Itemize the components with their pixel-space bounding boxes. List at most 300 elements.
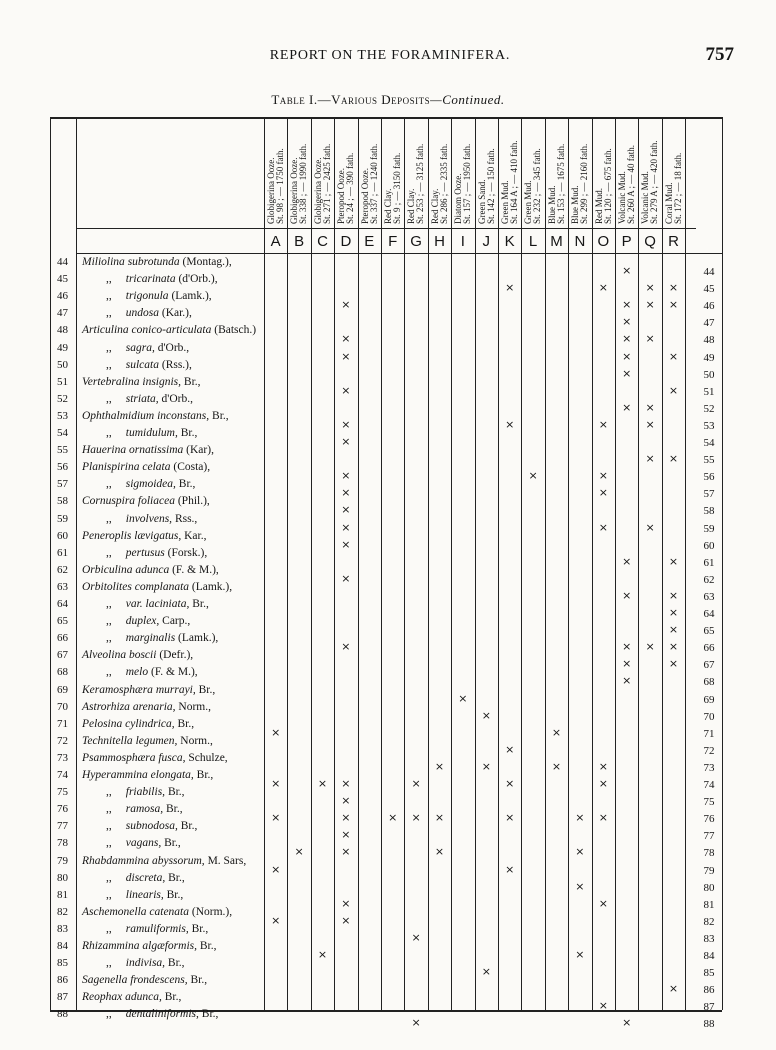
occurrence-mark: × bbox=[434, 845, 445, 859]
species-author: Br., bbox=[165, 871, 185, 884]
species-author: (Lamk.), bbox=[189, 580, 233, 593]
species-name: abyssorum, bbox=[151, 854, 205, 867]
column-rule bbox=[334, 117, 335, 1010]
species-name: inconstans, bbox=[157, 409, 210, 422]
row-number-right: 72 bbox=[703, 744, 715, 757]
row-number: 76 bbox=[57, 803, 68, 816]
table-row bbox=[106, 598, 209, 610]
species-author: (F. & M.), bbox=[169, 563, 219, 576]
occurrence-mark: × bbox=[271, 725, 281, 739]
table-row bbox=[106, 889, 183, 901]
running-title: REPORT ON THE FORAMINIFERA. bbox=[269, 48, 511, 63]
table-row bbox=[106, 1008, 218, 1020]
column-station: St. 253 ; — 3125 fath. bbox=[415, 143, 426, 224]
occurrence-mark: × bbox=[668, 657, 679, 671]
occurrence-mark: × bbox=[645, 298, 655, 312]
species-author: Norm., bbox=[177, 734, 213, 747]
occurrence-mark: × bbox=[622, 349, 632, 363]
row-number-right: 79 bbox=[703, 864, 715, 877]
species-name: boscii bbox=[128, 649, 157, 662]
row-number: 62 bbox=[57, 563, 68, 576]
column-letter: J bbox=[482, 233, 491, 250]
column-letter: C bbox=[317, 233, 328, 250]
occurrence-mark: × bbox=[341, 503, 351, 517]
page-number: 757 bbox=[705, 44, 734, 65]
occurrence-mark: × bbox=[598, 811, 608, 825]
table-row bbox=[82, 701, 211, 713]
column-heading: Globigerina Ooze. bbox=[289, 157, 300, 224]
table-row bbox=[106, 393, 193, 405]
table-top-rule bbox=[50, 117, 722, 119]
species-name: sigmoidea, bbox=[125, 478, 176, 491]
species-name: complanata bbox=[134, 580, 190, 593]
occurrence-mark: × bbox=[528, 469, 538, 483]
ditto-mark: ,, bbox=[106, 957, 112, 970]
species-author: Schulze, bbox=[185, 751, 228, 764]
genus-name: Articulina bbox=[82, 324, 132, 337]
species-name: indivisa, bbox=[125, 957, 166, 970]
column-rule bbox=[451, 117, 452, 1010]
species-name: conico-articulata bbox=[131, 324, 212, 337]
column-rule bbox=[592, 117, 593, 1010]
column-letter: D bbox=[340, 233, 352, 250]
occurrence-mark: × bbox=[668, 281, 679, 295]
occurrence-mark: × bbox=[598, 486, 608, 500]
occurrence-mark: × bbox=[317, 777, 328, 790]
occurrence-mark: × bbox=[341, 640, 351, 654]
occurrence-mark: × bbox=[622, 1016, 632, 1030]
species-name: discreta, bbox=[125, 871, 166, 884]
row-number-right: 49 bbox=[703, 351, 715, 364]
species-author: Br., bbox=[193, 769, 214, 781]
species-name: var. laciniata, bbox=[125, 598, 190, 610]
species-name: sulcata bbox=[125, 358, 159, 371]
column-rule bbox=[638, 117, 639, 1010]
occurrence-mark: × bbox=[575, 879, 585, 893]
occurrence-mark: × bbox=[341, 383, 351, 397]
occurrence-mark: × bbox=[598, 281, 608, 295]
occurrence-mark: × bbox=[341, 913, 351, 927]
right-edge-rule bbox=[722, 117, 723, 1010]
row-number-right: 57 bbox=[703, 488, 715, 501]
table-row bbox=[106, 513, 197, 525]
genus-name: Sagenella bbox=[82, 974, 131, 987]
occurrence-mark: × bbox=[388, 811, 398, 825]
table-row bbox=[106, 837, 181, 849]
row-number-right: 52 bbox=[703, 402, 715, 415]
occurrence-mark: × bbox=[481, 708, 491, 722]
occurrence-mark: × bbox=[341, 537, 351, 551]
species-name: insignis, bbox=[142, 375, 182, 388]
species-name: lævigatus, bbox=[134, 529, 182, 542]
row-number-right: 55 bbox=[703, 454, 715, 467]
species-author: Kar., bbox=[181, 529, 207, 542]
row-number-right: 67 bbox=[703, 659, 715, 672]
species-name: ornatissima bbox=[128, 444, 184, 457]
occurrence-mark: × bbox=[645, 281, 655, 295]
table-row bbox=[106, 547, 207, 559]
column-rule bbox=[264, 117, 265, 1010]
table-row bbox=[82, 684, 215, 696]
row-number-right: 69 bbox=[703, 693, 715, 706]
occurrence-mark: × bbox=[341, 486, 351, 500]
occurrence-mark: × bbox=[341, 469, 351, 483]
column-station: St. 286 ; — 2335 fath. bbox=[438, 143, 449, 224]
row-number: 48 bbox=[57, 324, 68, 337]
column-heading: Globigerina Ooze. bbox=[312, 157, 323, 224]
table-row bbox=[82, 376, 201, 388]
column-rule bbox=[311, 117, 312, 1010]
column-heading: Blue Mud. bbox=[546, 185, 557, 224]
occurrence-mark: × bbox=[341, 417, 351, 431]
species-name: catenata bbox=[149, 905, 189, 918]
occurrence-mark: × bbox=[668, 554, 679, 568]
table-row bbox=[82, 718, 194, 730]
row-number: 81 bbox=[57, 888, 68, 901]
row-number: 46 bbox=[57, 290, 68, 303]
row-number-right: 77 bbox=[703, 830, 715, 843]
species-author: (Norm.), bbox=[189, 905, 233, 918]
row-number: 82 bbox=[57, 905, 68, 918]
table-row bbox=[106, 615, 190, 627]
table-row bbox=[82, 564, 219, 576]
ditto-mark: ,, bbox=[106, 922, 112, 935]
species-name: murrayi, bbox=[155, 683, 196, 696]
genus-name: Technitella bbox=[82, 734, 136, 747]
occurrence-mark: × bbox=[341, 349, 351, 363]
row-number: 70 bbox=[57, 700, 68, 713]
species-name: ramosa, bbox=[125, 803, 164, 816]
table-row bbox=[82, 735, 213, 747]
column-letter: B bbox=[294, 233, 305, 250]
species-author: (Kar), bbox=[183, 444, 214, 457]
ditto-mark: ,, bbox=[106, 666, 112, 679]
occurrence-mark: × bbox=[505, 742, 515, 756]
row-number-right: 75 bbox=[703, 796, 715, 809]
ditto-mark: ,, bbox=[106, 273, 112, 286]
species-author: (Montag.), bbox=[179, 256, 232, 268]
species-author: Br., bbox=[181, 375, 201, 388]
row-number: 78 bbox=[57, 837, 68, 850]
row-number: 59 bbox=[57, 512, 68, 525]
species-name: undosa bbox=[125, 307, 159, 320]
occurrence-mark: × bbox=[271, 777, 281, 790]
header-divider-rule bbox=[76, 228, 696, 229]
row-number: 79 bbox=[57, 854, 68, 867]
row-number-right: 74 bbox=[703, 779, 715, 791]
caption-deposits: Various Deposits bbox=[331, 92, 431, 107]
table-row bbox=[82, 991, 181, 1003]
occurrence-mark: × bbox=[317, 948, 328, 961]
column-station: St. 157 ; — 1950 fath. bbox=[462, 143, 473, 224]
occurrence-mark: × bbox=[551, 759, 562, 773]
occurrence-mark: × bbox=[645, 332, 655, 346]
column-station: St. 232 ; — 345 fath. bbox=[532, 148, 543, 224]
genus-name: Hauerina bbox=[82, 444, 129, 457]
occurrence-mark: × bbox=[645, 640, 655, 654]
column-station: St. 337 ; — 1240 fath. bbox=[368, 143, 379, 224]
column-station: St. 271 ; — 2425 fath. bbox=[321, 143, 332, 224]
occurrence-mark: × bbox=[341, 571, 351, 585]
column-heading: Coral Mud. bbox=[663, 182, 674, 224]
column-station: St. 120 ; — 675 fath. bbox=[602, 148, 613, 224]
occurrence-mark: × bbox=[622, 674, 632, 688]
occurrence-mark: × bbox=[622, 640, 632, 654]
ditto-mark: ,, bbox=[106, 1008, 112, 1021]
genus-name: Keramosphæra bbox=[82, 683, 156, 696]
table-row bbox=[82, 974, 207, 986]
column-rule bbox=[404, 117, 405, 1010]
row-number: 61 bbox=[57, 546, 68, 559]
species-name: adunca, bbox=[125, 991, 162, 1004]
occurrence-mark: × bbox=[458, 691, 468, 705]
table-row bbox=[106, 666, 198, 678]
column-station: St. 338 ; — 1990 fath. bbox=[298, 143, 309, 224]
table-row bbox=[82, 444, 214, 456]
species-author: Br., bbox=[177, 427, 198, 439]
occurrence-mark: × bbox=[622, 332, 632, 346]
species-author: (Rss.), bbox=[158, 358, 192, 371]
row-number: 47 bbox=[57, 307, 68, 320]
column-station: St. 260 A ; — 40 fath. bbox=[626, 144, 636, 224]
ditto-mark: ,, bbox=[106, 512, 112, 525]
row-number-right: 87 bbox=[703, 1001, 715, 1014]
row-number: 55 bbox=[57, 444, 68, 457]
row-number: 50 bbox=[57, 358, 68, 371]
column-heading: Green Mud. bbox=[500, 180, 510, 224]
table-row bbox=[82, 769, 213, 781]
occurrence-mark: × bbox=[341, 520, 351, 534]
species-author: Rss., bbox=[172, 512, 198, 525]
column-letter: Q bbox=[644, 233, 656, 250]
occurrence-mark: × bbox=[271, 862, 281, 876]
occurrence-mark: × bbox=[598, 759, 608, 773]
occurrence-mark: × bbox=[481, 759, 491, 773]
column-rule bbox=[381, 117, 382, 1010]
caption-table-label: Table I. bbox=[271, 92, 318, 107]
occurrence-mark: × bbox=[434, 759, 445, 773]
row-number-right: 59 bbox=[703, 522, 715, 535]
row-number: 63 bbox=[57, 580, 68, 593]
genus-name: Hyperammina bbox=[82, 769, 151, 781]
occurrence-mark: × bbox=[645, 417, 655, 431]
row-number: 88 bbox=[57, 1008, 68, 1021]
table-row bbox=[82, 256, 232, 268]
species-author: (Forsk.), bbox=[164, 546, 208, 559]
species-author: Br., bbox=[198, 1008, 219, 1021]
species-author: Br., bbox=[189, 598, 209, 610]
occurrence-mark: × bbox=[598, 777, 608, 790]
occurrence-mark: × bbox=[341, 828, 351, 842]
row-number: 53 bbox=[57, 409, 68, 422]
row-number: 67 bbox=[57, 649, 68, 662]
genus-name: Rhabdammina bbox=[82, 854, 152, 867]
genus-name: Orbitolites bbox=[82, 580, 135, 593]
table-row bbox=[106, 307, 192, 319]
row-number: 57 bbox=[57, 478, 68, 491]
species-author: Br., bbox=[174, 717, 195, 730]
row-number: 66 bbox=[57, 632, 68, 645]
row-number: 64 bbox=[57, 598, 68, 610]
column-letter: L bbox=[528, 233, 538, 250]
column-station: St. 164 A ; — 410 fath. bbox=[509, 140, 519, 224]
table-row bbox=[106, 427, 197, 439]
column-letter: A bbox=[270, 233, 281, 250]
occurrence-mark: × bbox=[575, 948, 585, 961]
column-heading: Green Mud. bbox=[523, 180, 534, 224]
species-name: fusca, bbox=[158, 751, 186, 764]
column-rule bbox=[521, 117, 522, 1010]
row-number-right: 66 bbox=[703, 642, 715, 655]
occurrence-mark: × bbox=[598, 417, 608, 431]
species-author: (Costa), bbox=[170, 461, 211, 474]
row-number: 68 bbox=[57, 666, 68, 679]
row-number-right: 82 bbox=[703, 915, 715, 928]
column-rule bbox=[358, 117, 359, 1010]
occurrence-mark: × bbox=[411, 811, 421, 825]
column-heading: Red Clay. bbox=[429, 188, 440, 224]
row-number: 80 bbox=[57, 871, 68, 884]
occurrence-mark: × bbox=[294, 845, 304, 859]
row-number-right: 73 bbox=[703, 761, 715, 774]
species-author: Br., bbox=[197, 940, 217, 952]
column-station: St. 279 A ; — 420 fath. bbox=[649, 140, 660, 224]
row-number-right: 47 bbox=[703, 317, 715, 330]
row-number: 73 bbox=[57, 751, 68, 764]
genus-name: Miliolina bbox=[82, 256, 128, 268]
table-row bbox=[106, 632, 218, 644]
species-name: marginalis bbox=[125, 632, 176, 645]
species-name: friabilis, bbox=[125, 786, 166, 799]
occurrence-mark: × bbox=[341, 435, 351, 448]
column-letter: R bbox=[668, 233, 679, 250]
occurrence-mark: × bbox=[645, 400, 655, 414]
species-author: (d'Orb.), bbox=[175, 273, 218, 286]
genus-name: Planispirina bbox=[82, 461, 143, 474]
row-number: 86 bbox=[57, 974, 68, 987]
column-heading: Red Clay. bbox=[406, 188, 417, 224]
row-number: 69 bbox=[57, 683, 68, 696]
row-number-right: 71 bbox=[703, 727, 715, 740]
species-author: Br., bbox=[175, 478, 196, 491]
species-author: (Lamk.), bbox=[168, 290, 212, 303]
row-number-right: 45 bbox=[703, 283, 715, 296]
occurrence-mark: × bbox=[622, 554, 632, 568]
occurrence-mark: × bbox=[481, 965, 491, 979]
species-author: Br., bbox=[209, 409, 229, 422]
species-name: tricarinata bbox=[125, 273, 176, 286]
ditto-mark: ,, bbox=[106, 358, 112, 371]
table-row bbox=[82, 752, 228, 764]
table-row bbox=[106, 872, 185, 884]
column-station: St. 98 ; — 1750 fath. bbox=[275, 148, 285, 224]
ditto-mark: ,, bbox=[106, 837, 112, 850]
occurrence-mark: × bbox=[575, 845, 585, 859]
row-number-right: 83 bbox=[703, 932, 715, 945]
row-number-right: 61 bbox=[703, 556, 715, 569]
column-letter: M bbox=[550, 233, 563, 250]
column-letter: H bbox=[434, 233, 445, 250]
row-number: 83 bbox=[57, 922, 68, 935]
species-name: subnodosa, bbox=[125, 820, 178, 833]
occurrence-mark: × bbox=[598, 520, 608, 534]
species-name: tumidulum, bbox=[125, 427, 178, 439]
table-row bbox=[82, 495, 210, 507]
species-name: dentaliniformis, bbox=[125, 1008, 199, 1021]
occurrence-mark: × bbox=[434, 811, 445, 825]
occurrence-mark: × bbox=[668, 640, 679, 654]
occurrence-mark: × bbox=[575, 811, 585, 825]
table-row bbox=[82, 581, 232, 593]
column-heading: Pteropod Ooze. bbox=[336, 168, 347, 224]
occurrence-mark: × bbox=[341, 777, 351, 790]
species-author: (Defr.), bbox=[156, 649, 194, 662]
table-row bbox=[106, 803, 183, 815]
row-number: 51 bbox=[57, 375, 68, 388]
species-name: cylindrica, bbox=[125, 717, 175, 730]
table-row bbox=[82, 530, 206, 542]
genus-name: Pelosina bbox=[82, 717, 126, 730]
row-number-right: 62 bbox=[703, 573, 715, 586]
ditto-mark: ,, bbox=[106, 632, 112, 645]
occurrence-mark: × bbox=[622, 400, 632, 414]
column-rule bbox=[685, 117, 686, 1010]
column-letter: O bbox=[597, 233, 610, 250]
occurrence-mark: × bbox=[271, 811, 281, 825]
occurrence-mark: × bbox=[622, 657, 632, 671]
column-letter: E bbox=[364, 233, 375, 250]
caption-continued: —Continued. bbox=[430, 92, 505, 107]
column-rule bbox=[428, 117, 429, 1010]
row-number: 75 bbox=[57, 786, 68, 799]
column-letter: P bbox=[621, 233, 632, 250]
row-number-right: 48 bbox=[703, 334, 715, 347]
row-number-right: 70 bbox=[703, 710, 715, 723]
ditto-mark: ,, bbox=[106, 546, 112, 559]
row-number-right: 86 bbox=[703, 984, 715, 997]
table-row bbox=[82, 461, 210, 473]
species-name: trigonula bbox=[125, 290, 169, 303]
table-row bbox=[82, 940, 217, 952]
row-number: 58 bbox=[57, 495, 68, 508]
number-column-rule bbox=[76, 117, 77, 1010]
row-number: 71 bbox=[57, 717, 68, 730]
genus-name: Ophthalmidium bbox=[82, 409, 158, 422]
ditto-mark: ,, bbox=[106, 615, 112, 628]
occurrence-mark: × bbox=[598, 469, 608, 483]
species-author: (F. & M.), bbox=[148, 666, 198, 679]
species-name: ramuliformis, bbox=[125, 922, 189, 935]
occurrence-mark: × bbox=[598, 896, 608, 910]
species-author: d'Orb., bbox=[154, 341, 190, 354]
ditto-mark: ,, bbox=[106, 427, 112, 439]
species-author: Br., bbox=[195, 683, 216, 696]
column-rule bbox=[545, 117, 546, 1010]
row-number-right: 53 bbox=[703, 419, 715, 432]
occurrence-mark: × bbox=[622, 315, 632, 329]
column-heading: Blue Mud. bbox=[570, 185, 581, 224]
row-number: 85 bbox=[57, 957, 68, 970]
species-name: striata, bbox=[125, 392, 159, 405]
occurrence-mark: × bbox=[668, 383, 679, 397]
species-author: d'Orb., bbox=[158, 392, 194, 405]
species-name: arenaria, bbox=[132, 700, 176, 713]
column-station: St. 153 ; — 1675 fath. bbox=[555, 143, 566, 224]
species-name: celata bbox=[142, 461, 171, 474]
row-number-right: 56 bbox=[703, 471, 715, 484]
row-number-right: 46 bbox=[703, 300, 715, 313]
row-number: 87 bbox=[57, 991, 68, 1004]
